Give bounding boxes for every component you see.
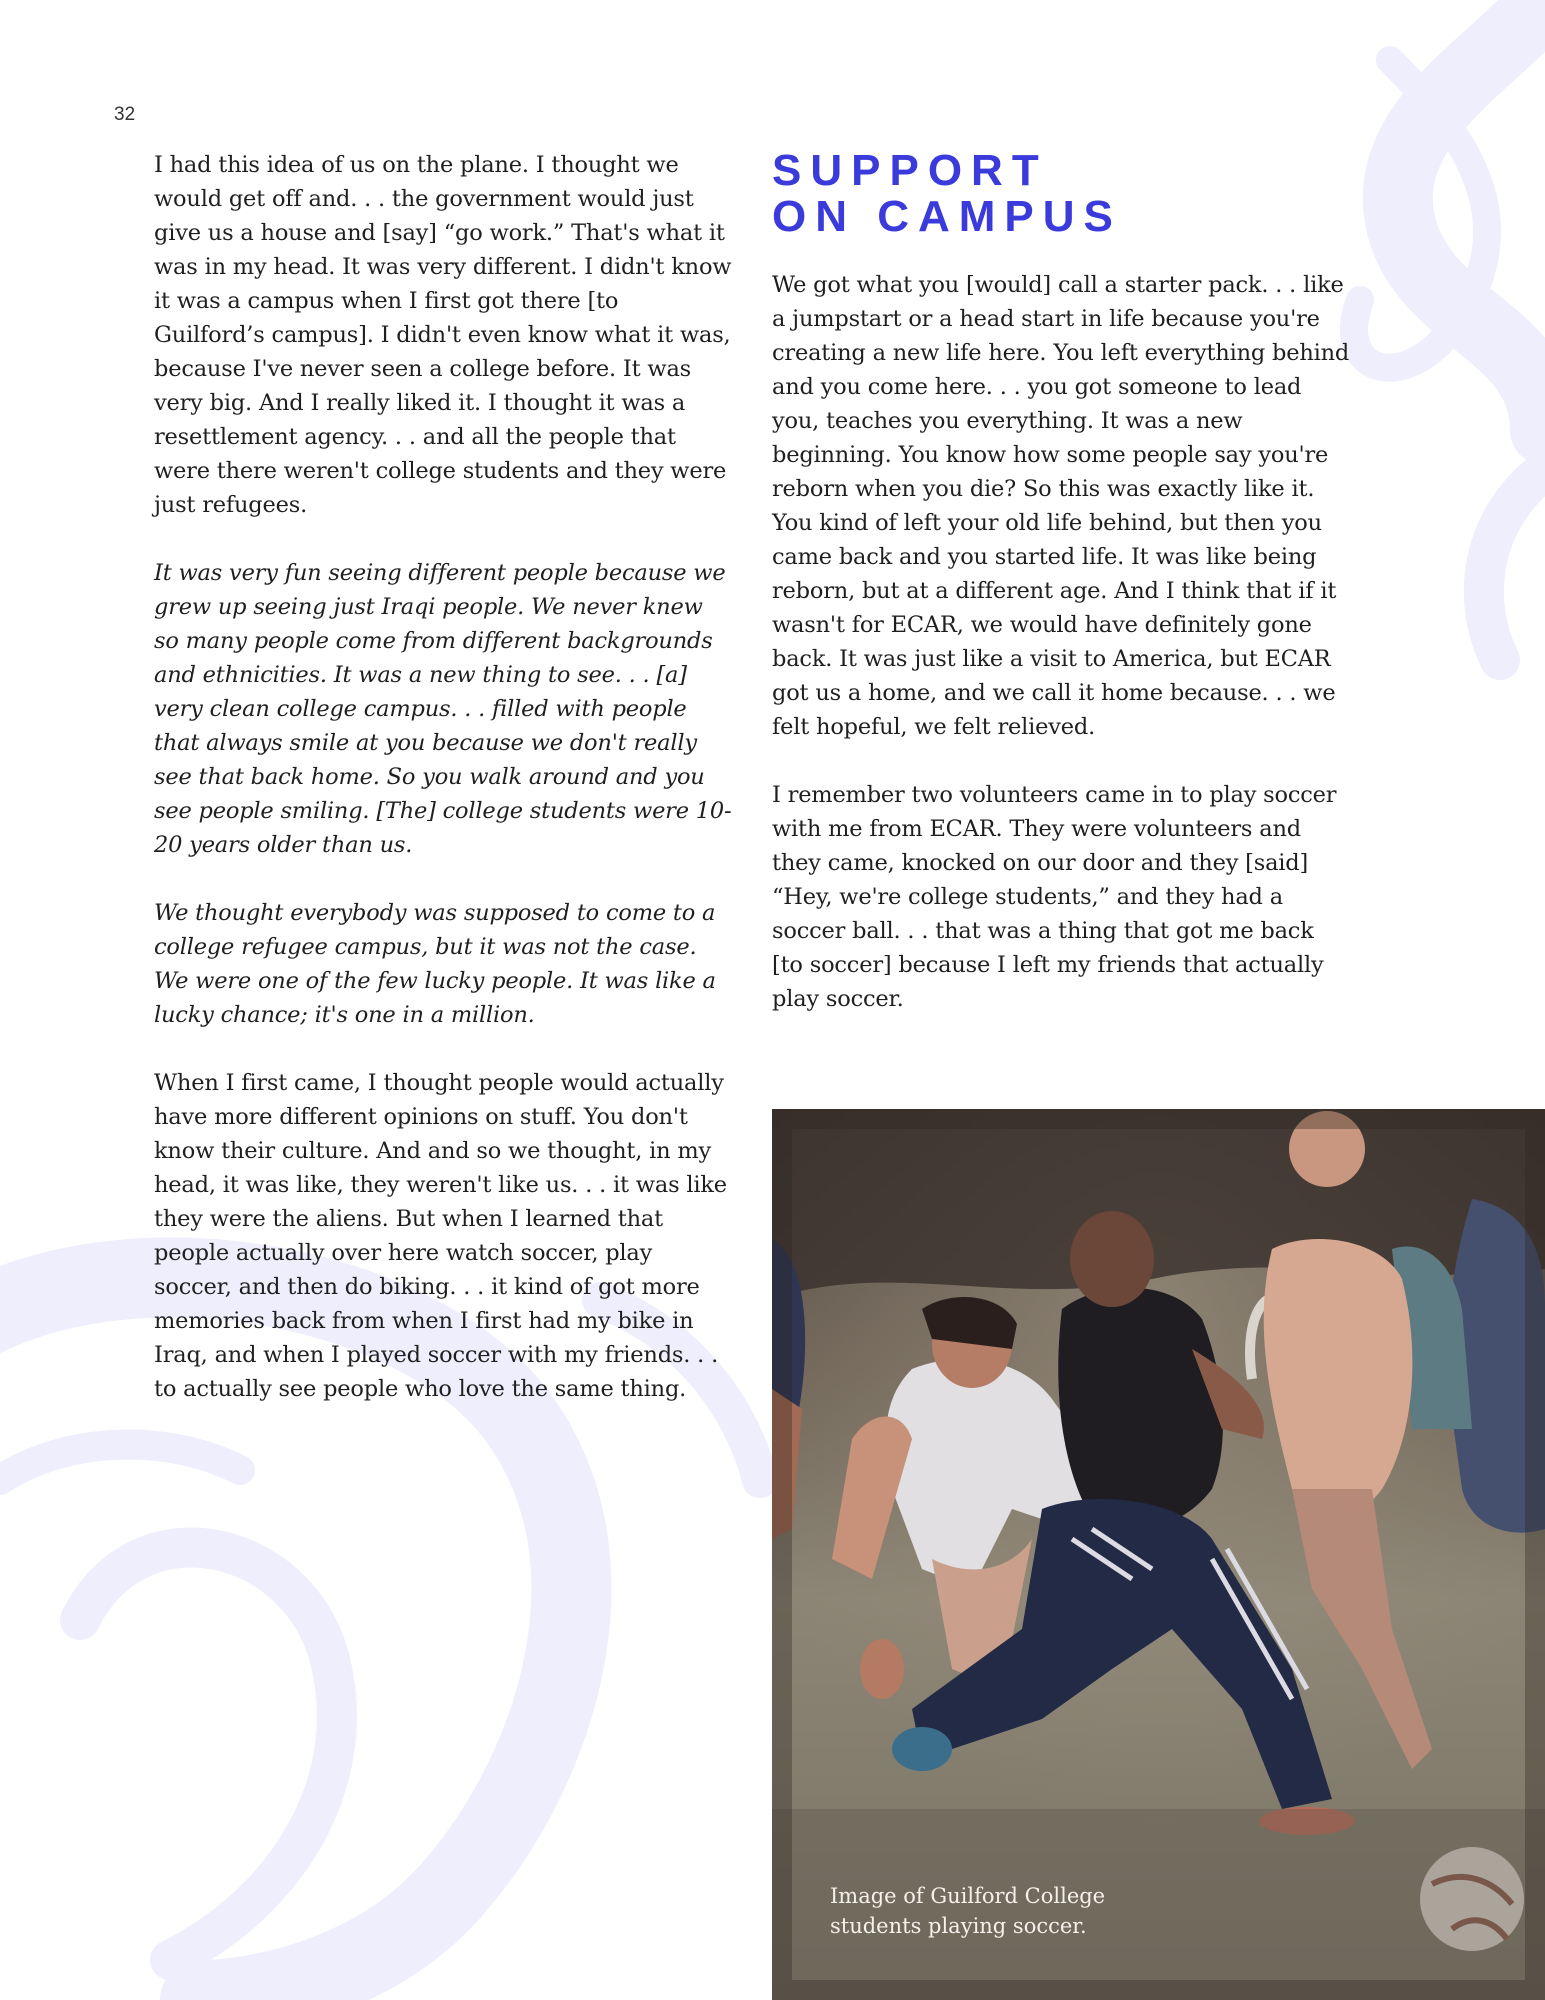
caption-line-2: students playing soccer. <box>830 1914 1087 1938</box>
caption-line-1: Image of Guilford College <box>830 1884 1106 1908</box>
body-paragraph: I remember two volunteers came in to play soccer with me from ECAR. They were volunteers and they came, knocked on our door and they [said] “Hey, we're college students,” and they had a soccer ball. . . that was a thing that got me back [to soccer] because I left my friends that actually play soccer. <box>772 782 1337 1012</box>
body-paragraph-italic: It was very fun seeing different people because we grew up seeing just Iraqi people. We never knew so many people come from different backgrounds and ethnicities. It was a new thing to see. . . [a] very clean college campus. . . filled with people that always smile at you because we don't really see that back home. So you walk around and you see people smiling. [The] college students were 10-20 years older than us. <box>154 560 732 858</box>
photo-caption <box>830 1881 1150 1941</box>
section-title <box>772 148 1350 240</box>
left-text-column <box>154 148 734 1440</box>
section-title-line-2: ON CAMPUS <box>772 192 1122 241</box>
right-text-column <box>772 148 1350 1050</box>
body-paragraph: I had this idea of us on the plane. I thought we would get off and. . . the government would just give us a house and [say] “go work.” That's what it was in my head. It was very different. I didn't know it was a campus when I first got there [to Guilford’s campus]. I didn't even know what it was, because I've never seen a college before. It was very big. And I really liked it. I thought it was a resettlement agency. . . and all the people that were there weren't college students and they were just refugees. <box>154 152 732 518</box>
soccer-photo-illustration <box>772 1109 1545 2000</box>
body-paragraph: We got what you [would] call a starter pack. . . like a jumpstart or a head start in life because you're creating a new life here. You left everything behind and you come here. . . you got someone to lead you, teaches you everything. It was a new beginning. You know how some people say you're reborn when you die? So this was exactly like it. You kind of left your old life behind, but then you came back and you started life. It was like being reborn, but at a different age. And I think that if it wasn't for ECAR, we would have definitely gone back. It was just like a visit to America, but ECAR got us a home, and we call it home because. . . we felt hopeful, we felt relieved. <box>772 272 1350 740</box>
soccer-photo <box>772 1109 1545 2000</box>
body-paragraph-italic: We thought everybody was supposed to come to a college refugee campus, but it was not the case. We were one of the few lucky people. It was like a lucky chance; it's one in a million. <box>154 900 716 1028</box>
body-paragraph: When I first came, I thought people would actually have more different opinions on stuff. You don't know their culture. And and so we thought, in my head, it was like, they weren't like us. . . it was like they were the aliens. But when I learned that people actually over here watch soccer, play soccer, and then do biking. . . it kind of got more memories back from when I first had my bike in Iraq, and when I played soccer with my friends. . . to actually see people who love the same thing. <box>154 1070 727 1402</box>
section-title-line-1: SUPPORT <box>772 146 1048 195</box>
page-number: 32 <box>114 104 136 125</box>
